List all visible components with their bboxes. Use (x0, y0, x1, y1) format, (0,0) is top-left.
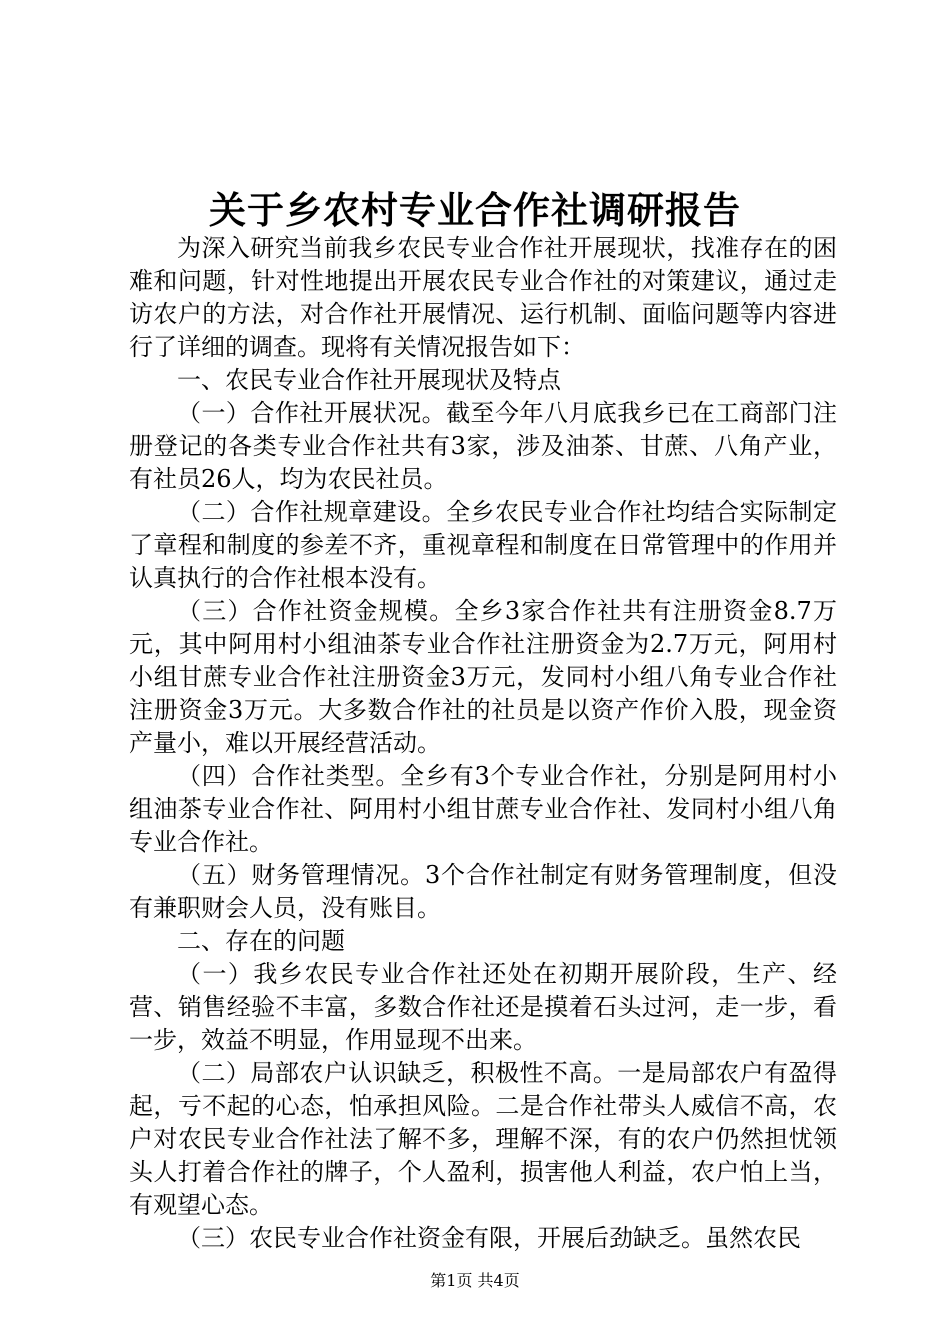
paragraph-1-2: （二）合作社规章建设。全乡农民专业合作社均结合实际制定了章程和制度的参差不齐，重视章程和制度在日常管理中的作用并认真执行的合作社根本没有。 (129, 498, 837, 592)
paragraph-1-4: （四）合作社类型。全乡有3个专业合作社，分别是阿用村小组油茶专业合作社、阿用村小组甘蔗专业合作社、发同村小组八角专业合作社。 (129, 762, 837, 856)
paragraph-2-2: （二）局部农户认识缺乏，积极性不高。一是局部农户有盈得起，亏不起的心态，怕承担风险。二是合作社带头人威信不高，农户对农民专业合作社法了解不多，理解不深，有的农户仍然担忧领头人打着合作社的牌子，个人盈利，损害他人利益，农户怕上当，有观望心态。 (129, 1059, 837, 1219)
document-title: 关于乡农村专业合作社调研报告 (209, 188, 741, 232)
section-heading-2: 二、存在的问题 (177, 927, 345, 955)
paragraph-1-1: （一）合作社开展状况。截至今年八月底我乡已在工商部门注册登记的各类专业合作社共有3家，涉及油茶、甘蔗、八角产业，有社员26人，均为农民社员。 (129, 399, 837, 493)
paragraph-1-5: （五）财务管理情况。3个合作社制定有财务管理制度，但没有兼职财会人员，没有账目。 (129, 861, 837, 922)
paragraph-2-1: （一）我乡农民专业合作社还处在初期开展阶段，生产、经营、销售经验不丰富，多数合作社还是摸着石头过河，走一步，看一步，效益不明显，作用显现不出来。 (129, 960, 837, 1054)
document-body (129, 232, 837, 1255)
paragraph-intro: 为深入研究当前我乡农民专业合作社开展现状，找准存在的困难和问题，针对性地提出开展农民专业合作社的对策建议，通过走访农户的方法，对合作社开展情况、运行机制、面临问题等内容进行了详细的调查。现将有关情况报告如下： (129, 234, 837, 361)
page-footer: 第1页 共4页 (430, 1271, 520, 1290)
paragraph-2-3: （三）农民专业合作社资金有限，开展后劲缺乏。虽然农民 (177, 1224, 801, 1252)
section-heading-1: 一、农民专业合作社开展现状及特点 (177, 366, 561, 394)
paragraph-1-3: （三）合作社资金规模。全乡3家合作社共有注册资金8.7万元，其中阿用村小组油茶专业合作社注册资金为2.7万元，阿用村小组甘蔗专业合作社注册资金3万元，发同村小组八角专业合作社注册资金3万元。大多数合作社的社员是以资产作价入股，现金资产量小，难以开展经营活动。 (129, 597, 837, 757)
